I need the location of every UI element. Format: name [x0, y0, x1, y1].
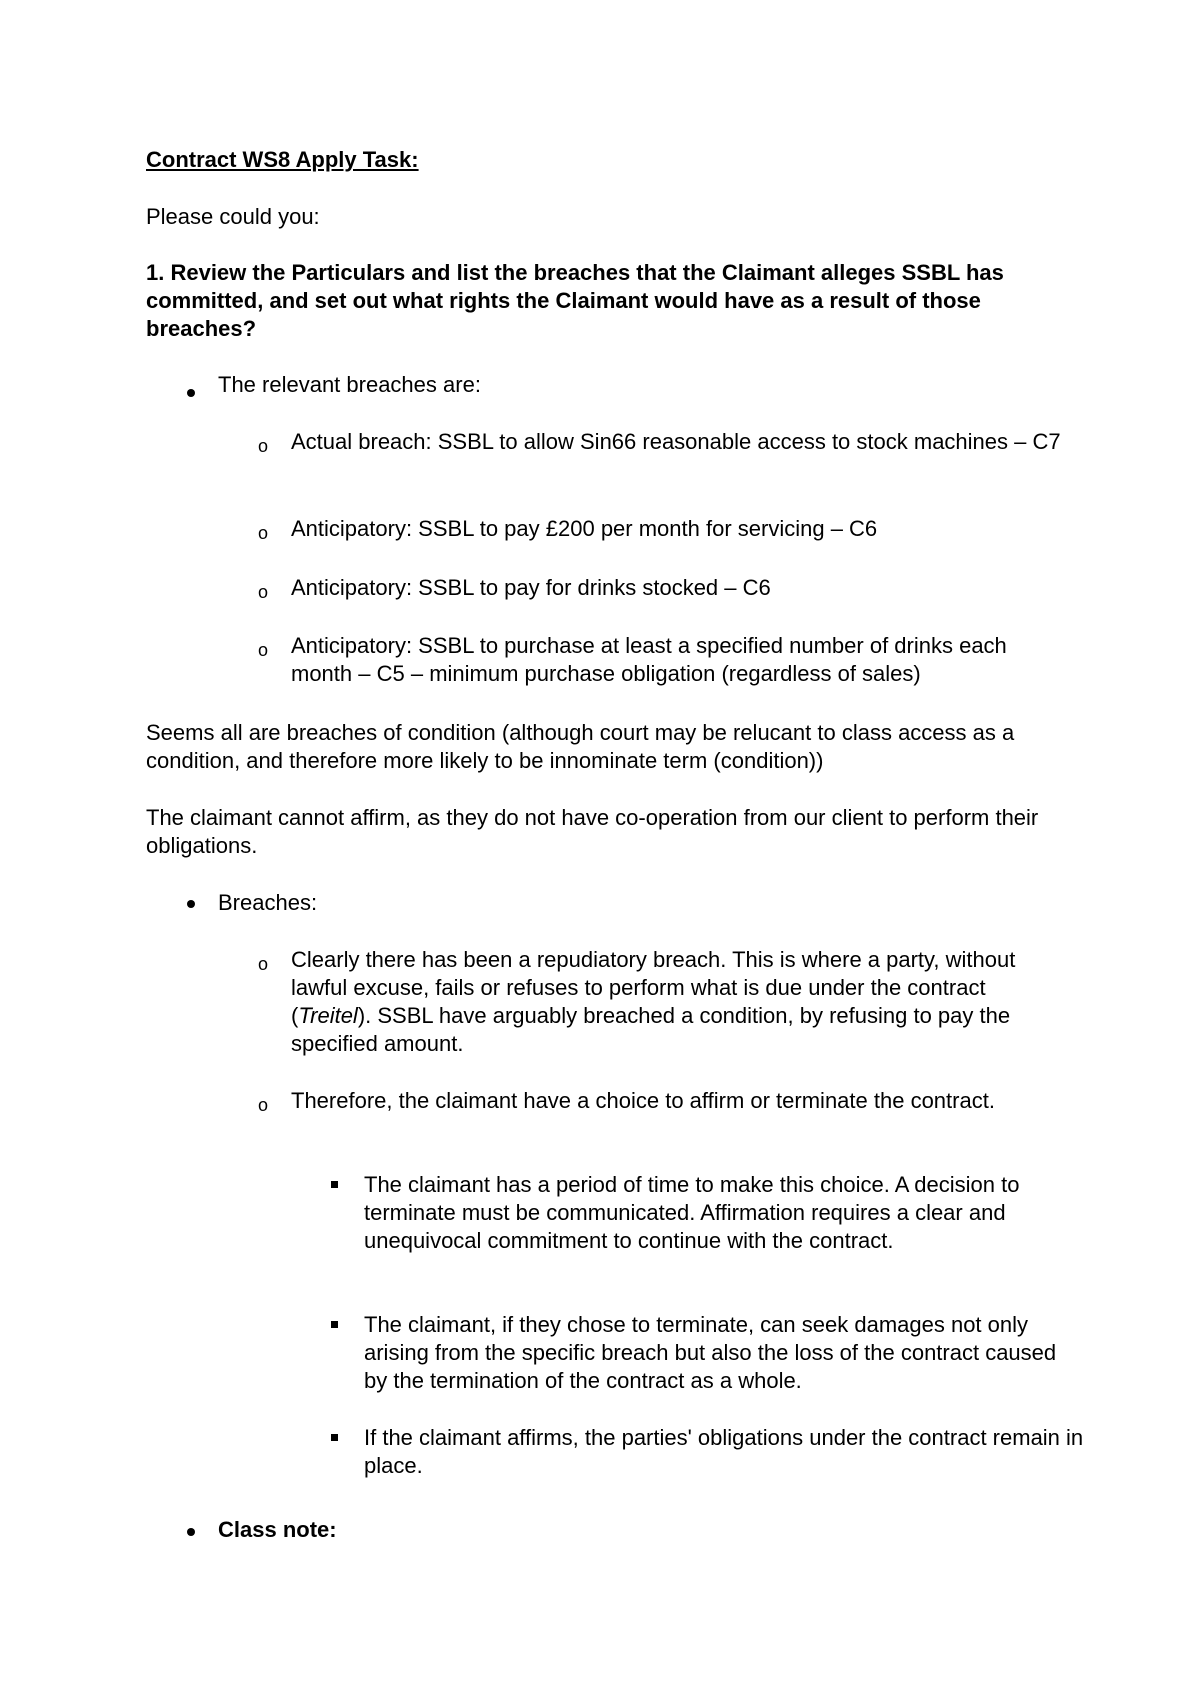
paragraph-conditions: Seems all are breaches of condition (although court may be relucant to class access as a condition, and therefore more likely to be innominate term (condition)): [146, 720, 1015, 773]
repudiatory-text-start: Clearly there has been a repudiatory breach. This is where a party, without lawful excuse, fails or refuses to perform what is due under the contract (: [291, 947, 1016, 1028]
sub-point-3: If the claimant affirms, the parties' obligations under the contract remain in place.: [364, 1425, 1084, 1478]
bullet-ring-marker: o: [258, 1095, 269, 1115]
breach-item-4: Anticipatory: SSBL to purchase at least a specified number of drinks each month – C5 – minimum purchase obligation (regardless of sales): [291, 633, 1007, 686]
breach-item-1: Actual breach: SSBL to allow Sin66 reasonable access to stock machines – C7: [291, 429, 1061, 454]
sub-point-2: The claimant, if they chose to terminate, can seek damages not only arising from the specific breach but also the loss of the contract caused by the termination of the contract as a whole.: [364, 1312, 1057, 1393]
document-title: Contract WS8 Apply Task:: [146, 147, 419, 172]
class-note-heading: Class note:: [218, 1517, 337, 1542]
choice-text: Therefore, the claimant have a choice to affirm or terminate the contract.: [291, 1088, 995, 1113]
breach-item-2: Anticipatory: SSBL to pay £200 per month for servicing – C6: [291, 516, 878, 541]
bullet-disc-marker: [187, 1528, 195, 1536]
bullet-square-marker: [331, 1321, 338, 1328]
sub-point-1: The claimant has a period of time to make this choice. A decision to terminate must be communicated. Affirmation requires a clear and unequivocal commitment to continue with the contract.: [364, 1172, 1020, 1253]
repudiatory-breach-text: [291, 946, 1071, 1058]
repudiatory-text-end: ). SSBL have arguably breached a condition, by refusing to pay the specified amount.: [291, 1003, 1011, 1056]
bullet-ring-marker: o: [258, 582, 269, 602]
bullet-ring-marker: o: [258, 523, 269, 543]
intro-text: Please could you:: [146, 204, 320, 229]
bullet-ring-marker: o: [258, 640, 269, 660]
bullet-breaches: Breaches:: [218, 890, 318, 915]
bullet-relevant-breaches: The relevant breaches are:: [218, 372, 481, 397]
bullet-disc-marker: [187, 900, 195, 908]
bullet-ring-marker: o: [258, 954, 269, 974]
breach-item-3: Anticipatory: SSBL to pay for drinks stocked – C6: [291, 575, 771, 600]
paragraph-affirm: The claimant cannot affirm, as they do not have co-operation from our client to perform their obligations.: [146, 805, 1039, 858]
bullet-square-marker: [331, 1434, 338, 1441]
question-1: 1. Review the Particulars and list the breaches that the Claimant alleges SSBL has committed, and set out what rights the Claimant would have as a result of those breaches?: [146, 260, 1004, 341]
bullet-disc-marker: [187, 389, 195, 397]
bullet-ring-marker: o: [258, 436, 269, 456]
case-reference: Treitel: [298, 1003, 358, 1028]
bullet-square-marker: [331, 1181, 338, 1188]
